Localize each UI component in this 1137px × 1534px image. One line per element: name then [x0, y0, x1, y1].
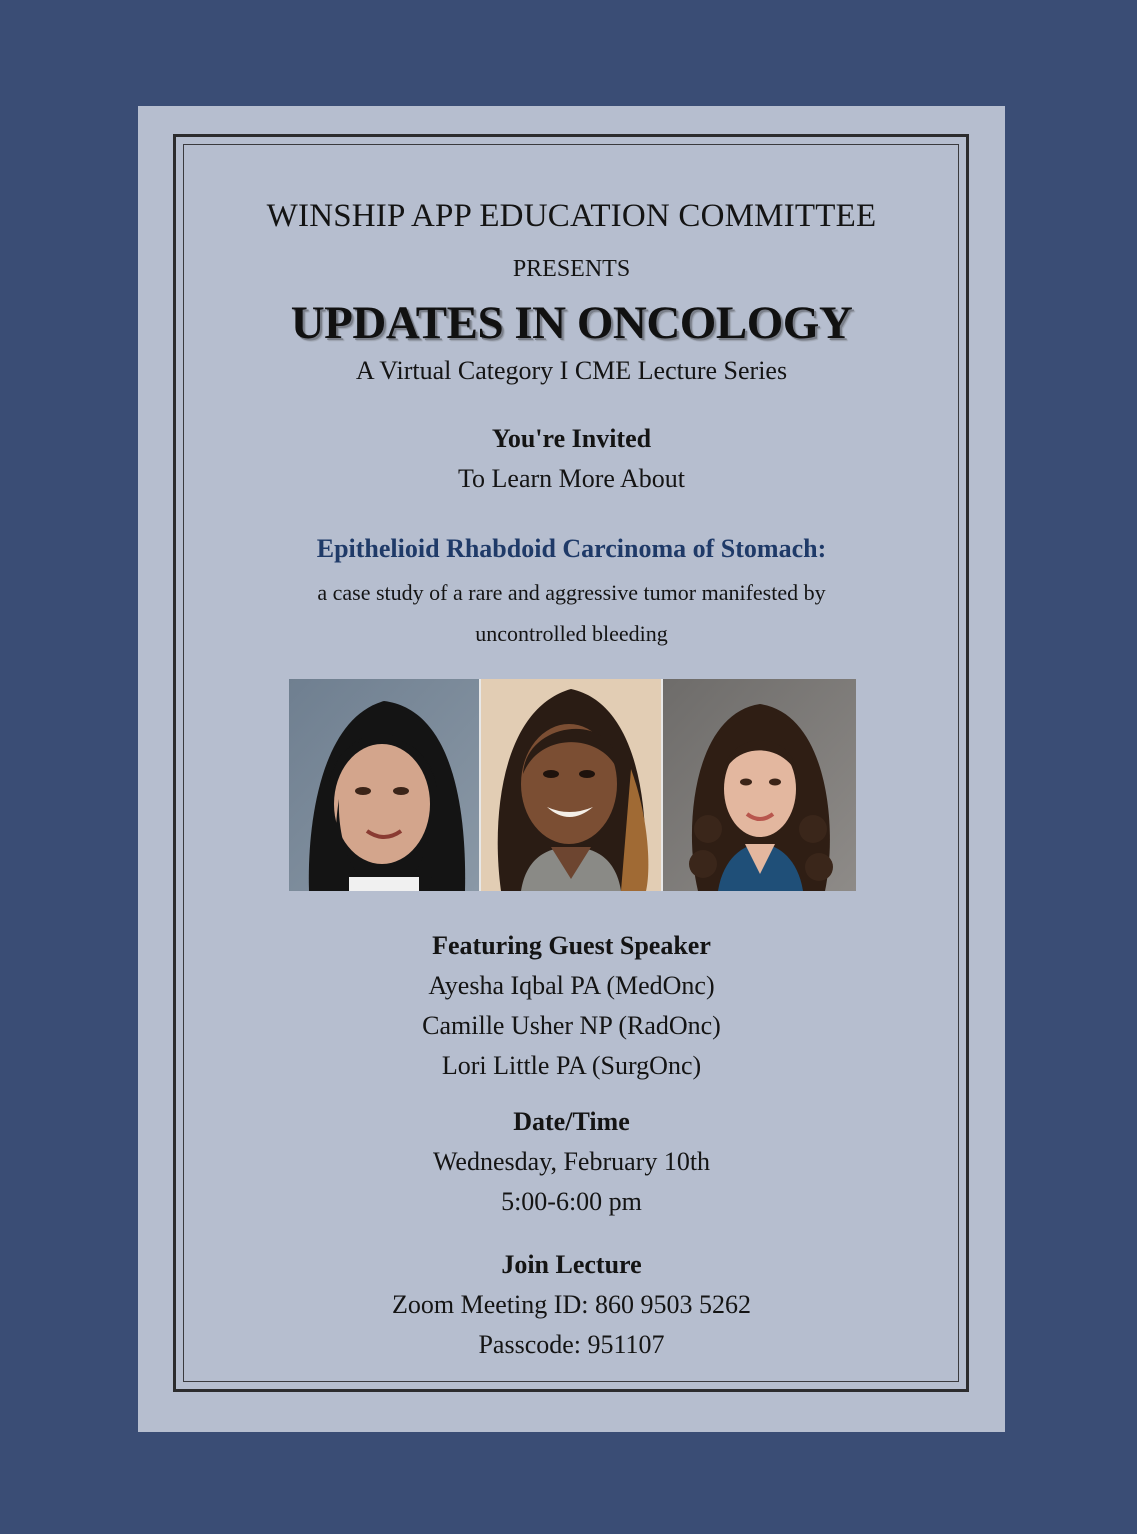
speaker-photos [289, 679, 856, 891]
presents-label: PRESENTS [512, 256, 631, 282]
speaker-2: Camille Usher NP (RadOnc) [422, 1011, 721, 1040]
topic-description-line-2: uncontrolled bleeding [475, 621, 668, 646]
event-date: Wednesday, February 10th [432, 1147, 711, 1176]
speaker-photo-2 [481, 679, 660, 891]
featuring-heading: Featuring Guest Speaker [432, 931, 711, 960]
invited-heading: You're Invited [491, 424, 652, 453]
speaker-1: Ayesha Iqbal PA (MedOnc) [428, 971, 715, 1000]
date-time-heading: Date/Time [513, 1107, 630, 1136]
series-title: UPDATES IN ONCOLOGY [290, 297, 853, 349]
zoom-meeting-id: Zoom Meeting ID: 860 9503 5262 [392, 1290, 751, 1319]
series-subtitle: A Virtual Category I CME Lecture Series [355, 356, 788, 385]
event-time: 5:00-6:00 pm [501, 1187, 642, 1216]
speaker-photo-1 [289, 679, 479, 891]
join-lecture-heading: Join Lecture [501, 1250, 642, 1279]
zoom-passcode: Passcode: 951107 [478, 1330, 665, 1359]
learn-more-label: To Learn More About [457, 464, 686, 493]
speaker-3: Lori Little PA (SurgOnc) [441, 1051, 702, 1080]
flyer-card [138, 106, 1005, 1432]
organization-name: WINSHIP APP EDUCATION COMMITTEE [266, 198, 877, 234]
topic-description-line-1: a case study of a rare and aggressive tumor manifested by [317, 580, 826, 605]
flyer-content [138, 106, 1005, 1432]
topic-title: Epithelioid Rhabdoid Carcinoma of Stomach: [316, 534, 827, 563]
speaker-photo-3 [663, 679, 856, 891]
